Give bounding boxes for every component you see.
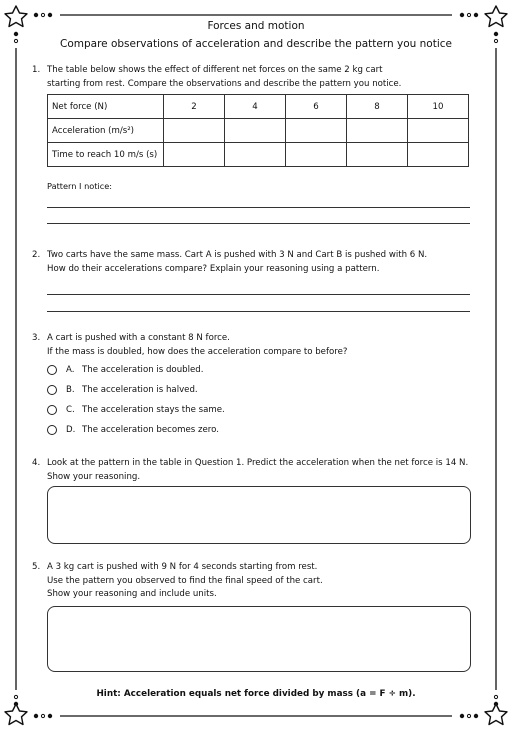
star-icon xyxy=(5,704,27,725)
question-line: A cart is pushed with a constant 8 N force. xyxy=(47,333,230,343)
question-number: 5. xyxy=(32,562,41,572)
table-cell: 10 xyxy=(408,95,469,119)
answer-cell[interactable] xyxy=(286,119,347,143)
question-number: 3. xyxy=(32,333,41,343)
radio-circle-icon[interactable] xyxy=(47,365,57,375)
answer-line[interactable] xyxy=(47,223,470,224)
question-line: Show your reasoning and include units. xyxy=(47,589,217,599)
table-cell: 6 xyxy=(286,95,347,119)
answer-line[interactable] xyxy=(47,207,470,208)
question-text xyxy=(47,332,477,359)
option-text: The acceleration is doubled. xyxy=(82,365,204,375)
question-line: A 3 kg cart is pushed with 9 N for 4 seconds starting from rest. xyxy=(47,562,318,572)
pattern-label: Pattern I notice: xyxy=(47,181,113,191)
radio-circle-icon[interactable] xyxy=(47,385,57,395)
row-header: Net force (N) xyxy=(48,95,164,119)
question-text xyxy=(47,561,477,602)
answer-line[interactable] xyxy=(47,311,470,312)
page-title: Forces and motion xyxy=(207,20,305,32)
question-number: 1. xyxy=(32,65,41,75)
answer-box[interactable] xyxy=(47,606,471,672)
data-table xyxy=(47,94,469,167)
question-line: Look at the pattern in the table in Question 1. Predict the acceleration when the net force is 14 N. xyxy=(47,458,469,468)
worksheet xyxy=(28,18,484,52)
question-line: Use the pattern you observed to find the final speed of the cart. xyxy=(47,575,323,586)
question-number: 2. xyxy=(32,250,41,260)
option-text: The acceleration is halved. xyxy=(82,385,198,395)
question-text xyxy=(47,249,477,276)
option-letter: A. xyxy=(66,365,75,375)
question-text xyxy=(47,457,477,484)
question-line: starting from rest. Compare the observations and describe the pattern you notice. xyxy=(47,78,402,89)
radio-circle-icon[interactable] xyxy=(47,405,57,415)
answer-cell[interactable] xyxy=(164,119,225,143)
answer-cell[interactable] xyxy=(347,119,408,143)
table-row xyxy=(48,143,469,167)
star-icon xyxy=(5,6,27,27)
answer-cell[interactable] xyxy=(408,119,469,143)
answer-line[interactable] xyxy=(47,294,470,295)
star-icon xyxy=(485,704,507,725)
answer-cell[interactable] xyxy=(164,143,225,167)
table-cell: 4 xyxy=(225,95,286,119)
answer-cell[interactable] xyxy=(225,119,286,143)
row-header: Acceleration (m/s²) xyxy=(48,119,164,143)
radio-circle-icon[interactable] xyxy=(47,425,57,435)
option-letter: C. xyxy=(66,405,75,415)
option-c[interactable] xyxy=(47,403,225,417)
answer-cell[interactable] xyxy=(225,143,286,167)
option-letter: B. xyxy=(66,385,75,395)
page-subtitle: Compare observations of acceleration and describe the pattern you notice xyxy=(60,38,452,50)
answer-cell[interactable] xyxy=(286,143,347,167)
answer-cell[interactable] xyxy=(347,143,408,167)
table-cell: 2 xyxy=(164,95,225,119)
answer-box[interactable] xyxy=(47,486,471,544)
option-d[interactable] xyxy=(47,423,219,437)
question-line: Two carts have the same mass. Cart A is pushed with 3 N and Cart B is pushed with 6 N. xyxy=(47,250,428,260)
option-text: The acceleration becomes zero. xyxy=(82,425,219,435)
question-number: 4. xyxy=(32,458,41,468)
question-text xyxy=(47,64,477,91)
table-row xyxy=(48,119,469,143)
option-a[interactable] xyxy=(47,363,203,377)
row-header: Time to reach 10 m/s (s) xyxy=(48,143,164,167)
question-line: The table below shows the effect of different net forces on the same 2 kg cart xyxy=(47,65,383,75)
star-icon xyxy=(485,6,507,27)
option-text: The acceleration stays the same. xyxy=(82,405,225,415)
table-cell: 8 xyxy=(347,95,408,119)
answer-cell[interactable] xyxy=(408,143,469,167)
option-b[interactable] xyxy=(47,383,198,397)
table-row xyxy=(48,95,469,119)
question-line: Show your reasoning. xyxy=(47,471,141,482)
question-line: If the mass is doubled, how does the acceleration compare to before? xyxy=(47,346,348,357)
hint-text: Hint: Acceleration equals net force divided by mass (a = F ÷ m). xyxy=(96,689,416,699)
option-letter: D. xyxy=(66,425,76,435)
question-line: How do their accelerations compare? Explain your reasoning using a pattern. xyxy=(47,263,380,274)
